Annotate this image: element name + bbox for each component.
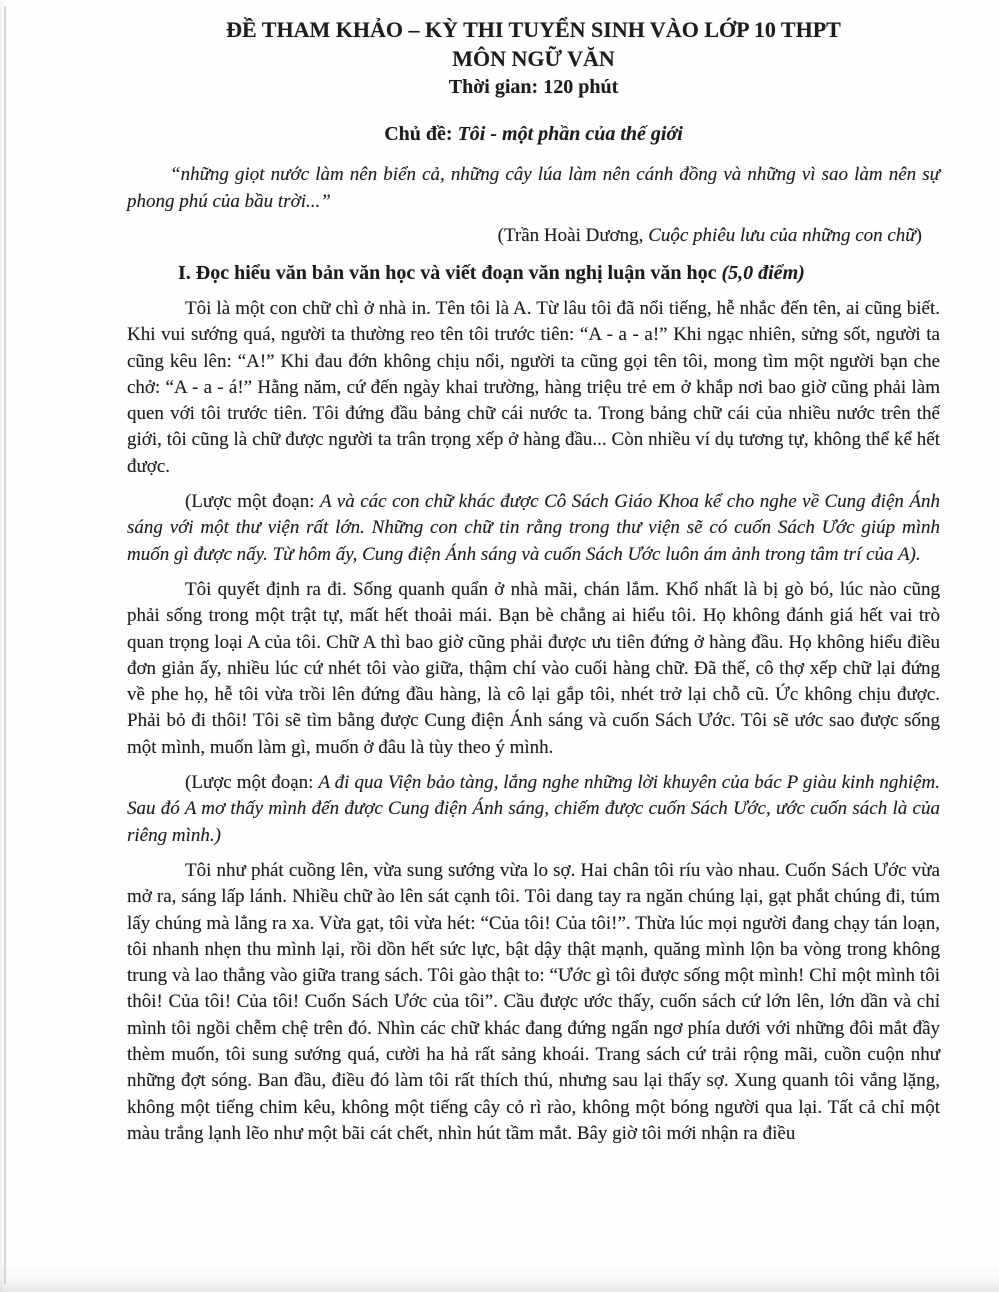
attribution-author: (Trần Hoài Dương, — [497, 225, 649, 246]
scan-left-edge-line — [4, 6, 6, 1284]
topic-line — [127, 121, 940, 148]
exam-duration: Thời gian: 120 phút — [448, 76, 619, 98]
paragraph-4-omitted-passage — [127, 770, 940, 849]
scan-bottom-edge-shade — [0, 1264, 999, 1292]
section-heading — [127, 260, 940, 287]
paragraph-3: Tôi quyết định ra đi. Sống quanh quẩn ở nhà mãi, chán lắm. Khổ nhất là bị gò bó, lúc nào cũng phải sống trong một trật tự, mất hết thoải mái. Bạn bè chẳng ai hiểu tôi. Họ không đánh giá hết vai trò quan trọng loại A của tôi. Chữ A thì bao giờ cũng phải được ưu tiên đứng ở hàng đầu. Họ không hiểu điều đơn giản ấy, nhiều lúc cứ nhét tôi vào giữa, thậm chí vào cuối hàng chữ. Đã thế, cô thợ xếp chữ lại đứng về phe họ, hễ tôi vừa trồi lên đứng đầu hàng, là cô lại gắp tôi, nhét trở lại chỗ cũ. Ức không chịu được. Phải bỏ đi thôi! Tôi sẽ tìm bằng được Cung điện Ánh sáng và cuốn Sách Ước. Tôi sẽ ước sao được sống một mình, muốn làm gì, muốn ở đâu là tùy theo ý mình. — [127, 578, 940, 758]
topic-label: Chủ đề: — [384, 123, 458, 145]
topic-value: Tôi - một phần của thế giới — [457, 123, 683, 145]
attribution-work-title: Cuộc phiêu lưu của những con chữ — [648, 225, 916, 246]
subject-title: MÔN NGỮ VĂN — [452, 46, 615, 71]
document-content — [127, 0, 940, 1147]
section-heading-text: I. Đọc hiểu văn bản văn học và viết đoạn văn nghị luận văn học — [178, 262, 722, 284]
quote-attribution — [127, 222, 940, 249]
omitted-passage-text: A đi qua Viện bảo tàng, lắng nghe những lời khuyên của bác P giàu kinh nghiệm. Sau đó A mơ thấy mình đến được Cung điện Ánh sáng, chiếm được cuốn Sách Ước, ước cuốn sách là của riêng mình.) — [127, 772, 941, 846]
omitted-passage-text: A và các con chữ khác được Cô Sách Giáo Khoa kể cho nghe về Cung điện Ánh sáng với một thư viện rất lớn. Những con chữ tin rằng trong thư viện sẽ có cuốn Sách Ước giúp mình muốn gì được nấy. Từ hôm ấy, Cung điện Ánh sáng và cuốn Sách Ước luôn ám ảnh trong tâm trí của A). — [127, 491, 941, 565]
section-points: (5,0 điểm) — [721, 262, 805, 284]
omitted-passage-label: (Lược một đoạn: — [185, 772, 319, 794]
paragraph-1: Tôi là một con chữ chì ở nhà in. Tên tôi là A. Từ lâu tôi đã nổi tiếng, hễ nhắc đến tên, ai cũng biết. Khi vui sướng quá, người ta thường reo tên tôi trước tiên: “A - a - a!” Khi ngạc nhiên, sửng sốt, người ta cũng kêu lên: “A!” Khi đau đớn không chịu nổi, người ta cũng gọi tên tôi, mong tìm một người bạn che chở: “A - a - á!” Hằng năm, cứ đến ngày khai trường, hàng triệu trẻ em ở khắp nơi bao giờ cũng phải làm quen với tôi trước tiên. Tôi đứng đầu bảng chữ cái nước ta. Trong bảng chữ cái của nhiều nước trên thế giới, tôi cũng là chữ được người ta trân trọng xếp ở hàng đầu... Còn nhiều ví dụ tương tự, không thể kể hết được. — [127, 298, 940, 477]
exam-title: ĐỀ THAM KHẢO – KỲ THI TUYỂN SINH VÀO LỚP 10 THPT — [226, 17, 841, 42]
epigraph-quote: “những giọt nước làm nên biển cả, những cây lúa làm nên cánh đồng và những vì sao làm nên sự phong phú của bầu trời...” — [127, 164, 940, 212]
attribution-close-paren: ) — [915, 225, 922, 246]
paragraph-2-omitted-passage — [127, 489, 940, 568]
omitted-passage-label: (Lược một đoạn: — [185, 491, 320, 513]
paragraph-5: Tôi như phát cuồng lên, vừa sung sướng vừa lo sợ. Hai chân tôi ríu vào nhau. Cuốn Sách Ước vừa mở ra, sáng lấp lánh. Nhiều chữ ào lên sát cạnh tôi. Tôi dang tay ra ngăn chúng lại, gạt phắt chúng đi, túm lấy chúng mà lẳng ra xa. Vừa gạt, tôi vừa hét: “Của tôi! Của tôi!”. Thừa lúc mọi người đang chạy tán loạn, tôi nhanh nhẹn thu mình lại, rồi dồn hết sức lực, bật dậy thật mạnh, quăng mình lộn ba vòng trong không trung và lao thẳng vào giữa trang sách. Tôi gào thật to: “Ước gì tôi được sống một mình! Chỉ một mình tôi thôi! Của tôi! Của tôi! Cuốn Sách Ước của tôi”. Cầu được ước thấy, cuốn sách cứ lớn lên, lớn dần và chỉ mình tôi ngồi chễm chệ trên đó. Nhìn các chữ khác đang đứng ngẩn ngơ phía dưới với những đôi mắt đầy thèm muốn, tôi sung sướng quá, cười ha hả rất sảng khoái. Trang sách cứ trải rộng mãi, cuồn cuộn như những đợt sóng. Ban đầu, điều đó làm tôi rất thích thú, nhưng sau lại thấy sợ. Xung quanh tôi vắng lặng, không một tiếng chim kêu, không một tiếng cây cỏ rì rào, không một bóng người qua lại. Tất cả chỉ một màu trắng lạnh lẽo như một bãi cát chết, nhìn hút tầm mắt. Bây giờ tôi mới nhận ra điều — [127, 859, 940, 1144]
